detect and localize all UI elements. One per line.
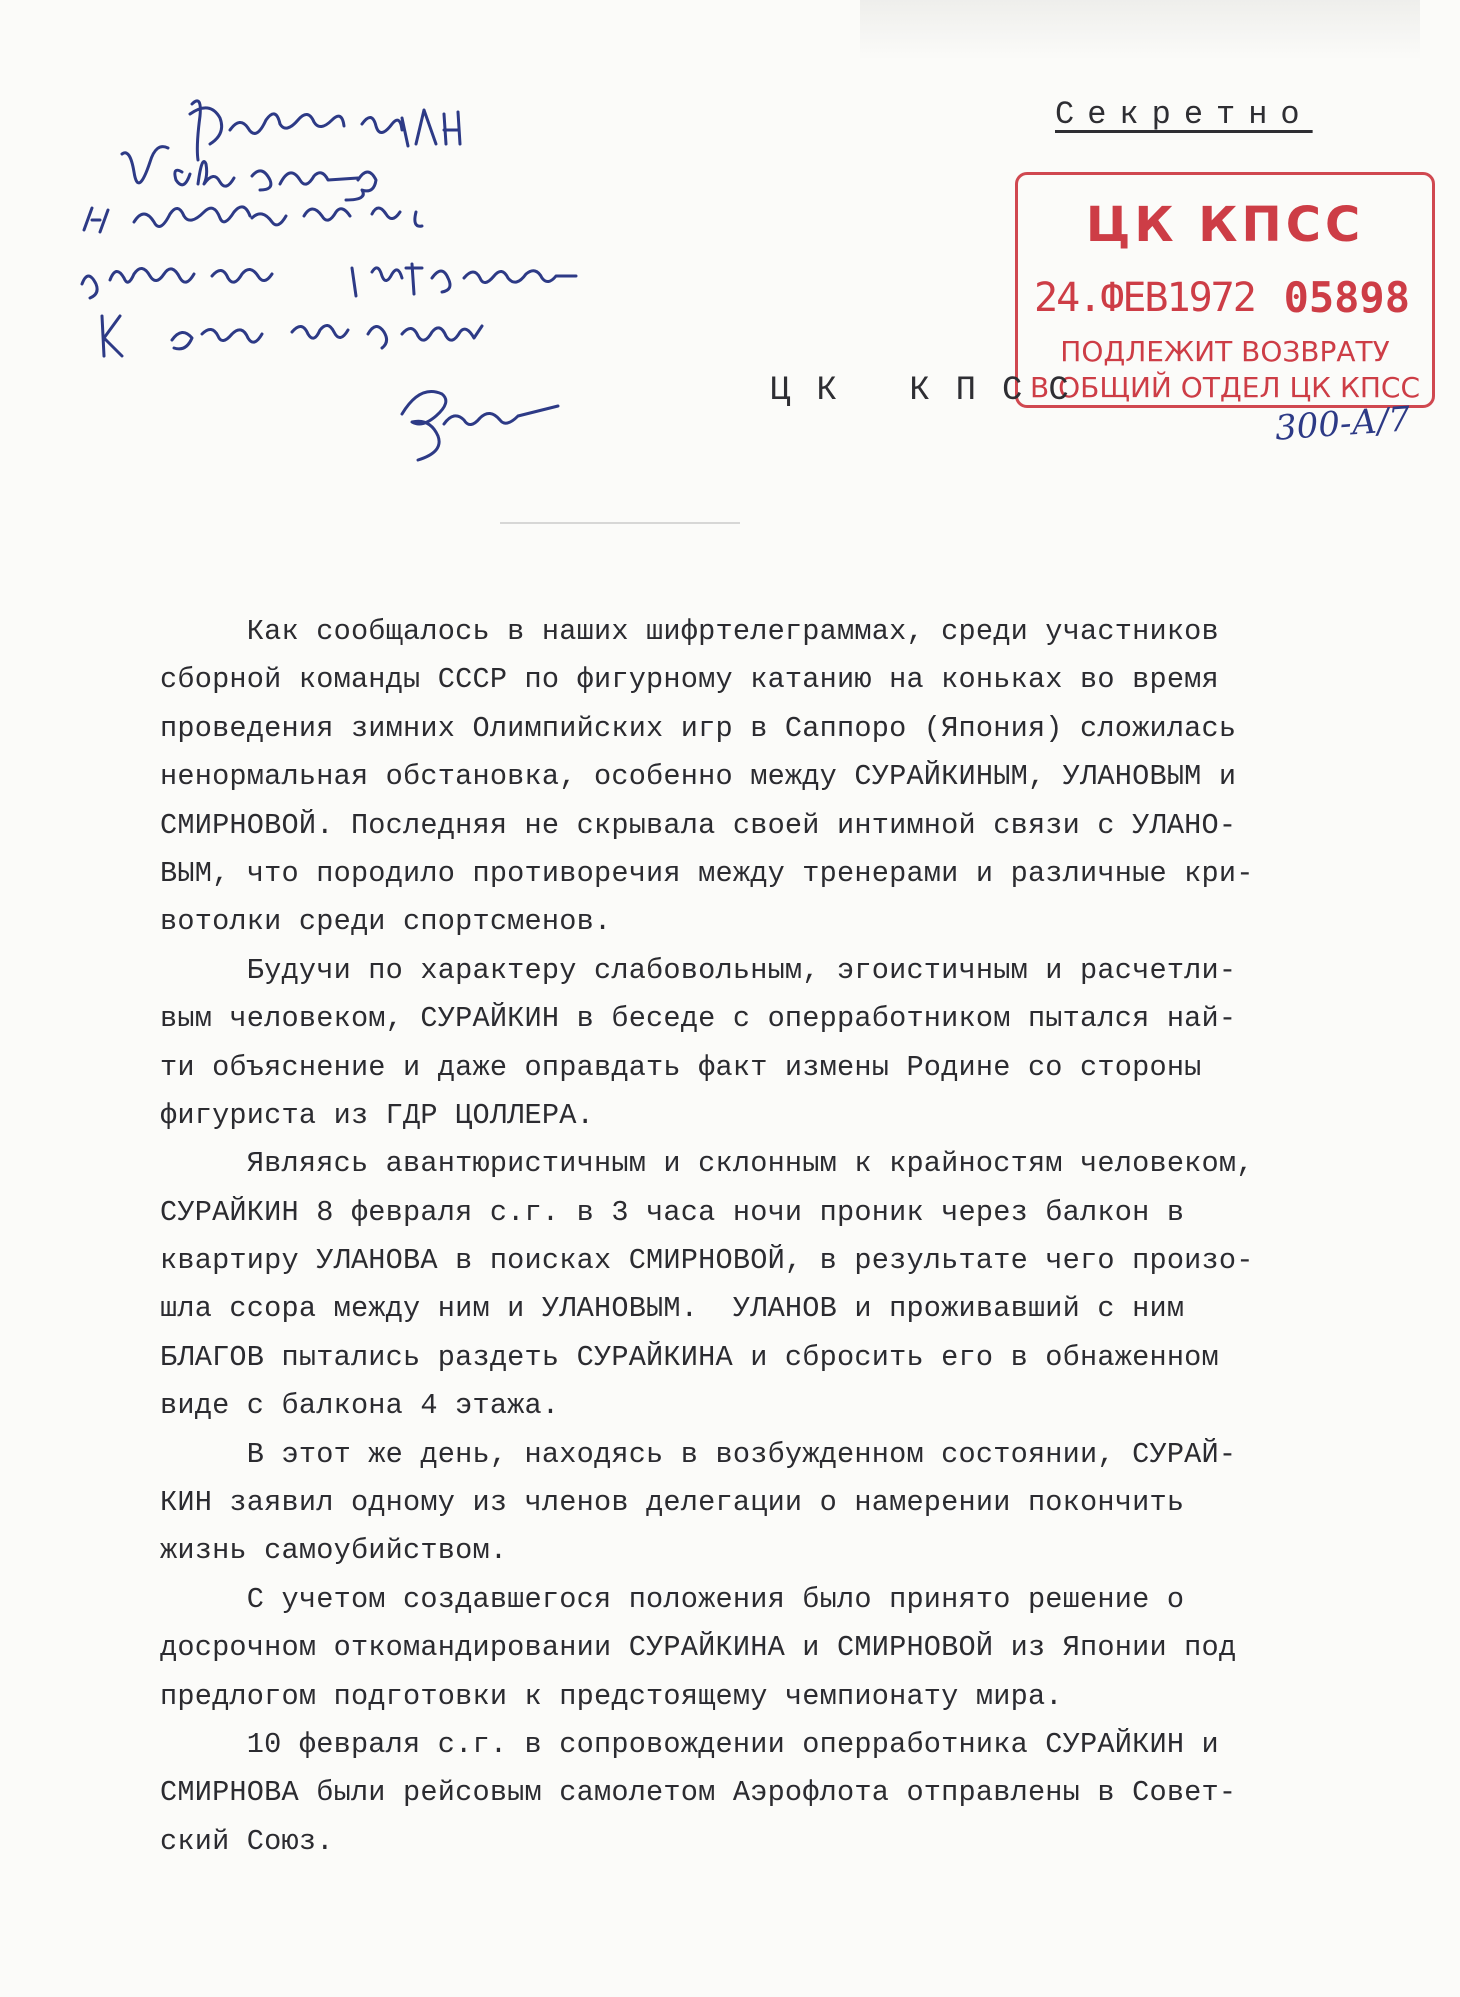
classification-mark: Секретно <box>1055 96 1313 133</box>
body-line: КИН заявил одному из членов делегации о намерении покончить <box>160 1486 1185 1520</box>
paper-bleed-through <box>860 0 1420 60</box>
body-line: СМИРНОВА были рейсовым самолетом Аэрофлота отправлены в Совет- <box>160 1776 1237 1810</box>
body-line: сборной команды СССР по фигурному катанию на коньках во время <box>160 663 1219 697</box>
stamp-return-line-2: В ОБЩИЙ ОТДЕЛ ЦК КПСС <box>1030 371 1420 404</box>
body-line: СМИРНОВОЙ. Последняя не скрывала своей интимной связи с УЛАНО- <box>160 808 1237 842</box>
body-line: виде с балкона 4 этажа. <box>160 1389 560 1423</box>
addressee: ЦК КПСС <box>770 372 1095 410</box>
body-line: ти объяснение и даже оправдать факт измены Родине со стороны <box>160 1050 1202 1084</box>
body-line: СУРАЙКИН 8 февраля с.г. в 3 часа ночи проник через балкон в <box>160 1195 1185 1229</box>
body-line: жизнь самоубийством. <box>160 1534 508 1568</box>
body-line: Как сообщалось в наших шифртелеграммах, среди участников <box>160 615 1219 648</box>
divider-rule <box>500 522 740 524</box>
body-line: ВЫМ, что породило противоречия между тренерами и различные кри- <box>160 856 1254 890</box>
stamp-org: ЦК КПСС <box>1085 197 1365 253</box>
body-line: ский Союз. <box>160 1824 334 1858</box>
body-line: предлогом подготовки к предстоящему чемпионату мира. <box>160 1679 1063 1713</box>
body-line: С учетом создавшегося положения было принято решение о <box>160 1582 1185 1616</box>
body-line: 10 февраля с.г. в сопровождении оперработника СУРАЙКИН и <box>160 1727 1219 1761</box>
body-line: фигуриста из ГДР ЦОЛЛЕРА. <box>160 1098 594 1132</box>
stamp-date: 24.ФЕВ1972 <box>1034 275 1255 321</box>
handwritten-registration-number: 300-А/7 <box>1273 399 1412 449</box>
letter-body <box>160 608 1420 1866</box>
body-line: В этот же день, находясь в возбужденном состоянии, СУРАЙ- <box>160 1437 1237 1471</box>
body-line: ненормальная обстановка, особенно между СУРАЙКИНЫМ, УЛАНОВЫМ и <box>160 760 1237 794</box>
body-line: досрочном откомандировании СУРАЙКИНА и СМИРНОВОЙ из Японии под <box>160 1631 1237 1665</box>
body-line: квартиру УЛАНОВА в поисках СМИРНОВОЙ, в результате чего произо- <box>160 1244 1254 1278</box>
stamp-return-line-1: ПОДЛЕЖИТ ВОЗВРАТУ <box>1060 335 1390 368</box>
stamp-number: 05898 <box>1283 273 1410 322</box>
body-line: вым человеком, СУРАЙКИН в беседе с оперработником пытался най- <box>160 1002 1237 1036</box>
body-line: проведения зимних Олимпийских игр в Саппоро (Япония) сложилась <box>160 711 1237 745</box>
body-line: Будучи по характеру слабовольным, эгоистичным и расчетли- <box>160 953 1237 987</box>
body-line: вотолки среди спортсменов. <box>160 905 612 939</box>
body-line: шла ссора между ним и УЛАНОВЫМ. УЛАНОВ и проживавший с ним <box>160 1292 1185 1326</box>
body-line: БЛАГОВ пытались раздеть СУРАЙКИНА и сбросить его в обнаженном <box>160 1340 1219 1374</box>
body-line: Являясь авантюристичным и склонным к крайностям человеком, <box>160 1147 1254 1181</box>
handwritten-resolution <box>72 84 772 504</box>
